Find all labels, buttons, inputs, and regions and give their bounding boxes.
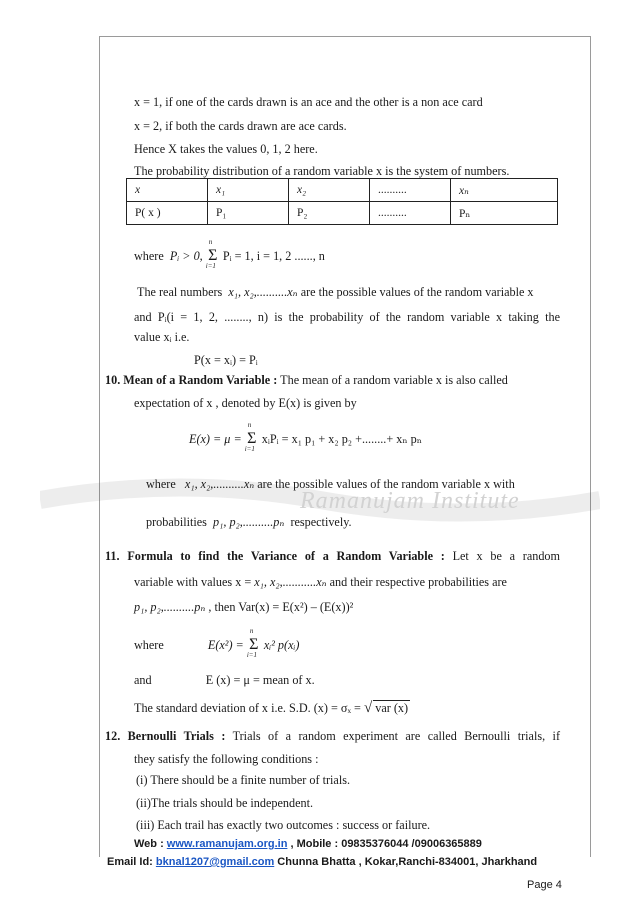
list-item: (ii)The trials should be independent. xyxy=(136,796,314,810)
list-item: (iii) Each trail has exactly two outcomes : success or failure. xyxy=(136,818,431,832)
table-cell: x₂ xyxy=(289,179,370,202)
text-span: E (x) = μ = mean of x. xyxy=(205,673,315,687)
variables: x₁, x₂,...........xₙ xyxy=(254,575,327,589)
footer-label: Web : xyxy=(134,838,167,850)
section-number: 11. xyxy=(105,549,120,563)
standard-deviation-line: The standard deviation of x i.e. S.D. (x) = σₓ = √ var (x) xyxy=(134,700,409,716)
email-link[interactable]: bknal1207@gmail.com xyxy=(155,856,275,868)
text-span: probabilities xyxy=(146,515,207,529)
page-number: Page 4 xyxy=(527,879,562,891)
equation-line: P(x = xᵢ) = Pᵢ xyxy=(194,353,258,367)
ex2-formula-line xyxy=(134,627,300,659)
probabilities-line xyxy=(146,515,352,530)
section-title: Bernoulli Trials : xyxy=(127,729,226,743)
variance-formula-line xyxy=(134,600,353,615)
variance-values-line xyxy=(134,575,507,590)
table-cell: Pₙ xyxy=(451,202,558,225)
table-cell: P( x ) xyxy=(127,202,208,225)
text-span: The real numbers xyxy=(137,285,223,299)
variables: x₁, x₂,..........xₙ xyxy=(184,477,255,491)
text-span: are the possible values of the random variable x xyxy=(300,285,534,299)
text-span: where xyxy=(146,477,176,491)
text-span: The standard deviation of x i.e. S.D. (x) = σₓ = xyxy=(134,701,361,715)
footer-email-line xyxy=(107,856,537,868)
text-line: they satisfy the following conditions : xyxy=(134,752,319,766)
section-title: Formula to find the Variance of a Random Variable : xyxy=(127,549,445,563)
watermark-text: Ramanujam Institute xyxy=(300,488,520,514)
website-link[interactable]: www.ramanujam.org.in xyxy=(166,838,288,850)
text-span: respectively. xyxy=(290,515,352,529)
condition-text: Pᵢ > 0, xyxy=(169,249,203,263)
summation-symbol: Σ n i=1 xyxy=(246,627,259,659)
table-cell: x xyxy=(127,179,208,202)
condition-rest: Pᵢ = 1, i = 1, 2 ......, n xyxy=(222,249,325,263)
section-text: Trials of a random experiment are called Bernoulli trials, if xyxy=(232,729,561,743)
where-label: where xyxy=(134,249,164,263)
mean-formula xyxy=(189,421,423,453)
table-cell: xₙ xyxy=(451,179,558,202)
text-line: x = 1, if one of the cards drawn is an ace and the other is a non ace card xyxy=(134,95,483,109)
real-numbers-line xyxy=(137,285,534,300)
formula-left: E(x) = μ = xyxy=(189,432,242,446)
list-item: (i) There should be a finite number of trials. xyxy=(136,773,351,787)
section-title: Mean of a Random Variable : xyxy=(123,373,278,387)
section-12-heading xyxy=(105,729,560,744)
section-text: Let x be a random xyxy=(452,549,561,563)
table-row xyxy=(127,179,558,202)
table-cell: x₁ xyxy=(208,179,289,202)
sum-lower-limit: i=1 xyxy=(205,262,216,270)
text-span: , then Var(x) = E(x²) – (E(x))² xyxy=(208,600,354,614)
text-span: variable with values x = xyxy=(134,575,252,589)
variables: p₁, p₂,..........pₙ xyxy=(213,515,285,529)
summation-symbol: Σ n i=1 xyxy=(244,421,257,453)
summation-symbol: Σ n i=1 xyxy=(205,238,218,270)
mean-definition-line xyxy=(134,673,315,688)
mean-where-line xyxy=(146,477,515,492)
table-cell: .......... xyxy=(370,179,451,202)
footer-address: Chunna Bhatta , Kokar,Ranchi-834001, Jharkhand xyxy=(274,856,538,868)
table-cell: P₁ xyxy=(208,202,289,225)
variables: x₁, x₂,..........xₙ xyxy=(228,285,298,299)
text-line: x = 2, if both the cards drawn are ace cards. xyxy=(134,119,347,133)
section-11-heading xyxy=(105,549,560,564)
text-line: and Pᵢ(i = 1, 2, ........, n) is the probability of the random variable x taking the xyxy=(134,310,560,324)
section-number: 10. xyxy=(105,373,121,387)
sum-upper-limit: n xyxy=(208,238,213,246)
probability-distribution-table xyxy=(126,178,558,225)
footer-mobile: , Mobile : 09835376044 /09006365889 xyxy=(287,838,482,850)
table-cell: .......... xyxy=(370,202,451,225)
table-cell: P₂ xyxy=(289,202,370,225)
text-span: and their respective probabilities are xyxy=(329,575,507,589)
text-span: where xyxy=(134,638,164,652)
section-text: The mean of a random variable x is also called xyxy=(280,373,508,387)
variables: p₁, p₂,..........pₙ xyxy=(134,600,206,614)
formula-right: xᵢPᵢ = x₁ p₁ + x₂ p₂ +........+ xₙ pₙ xyxy=(261,432,423,446)
section-number: 12. xyxy=(105,729,121,743)
text-line: Hence X takes the values 0, 1, 2 here. xyxy=(134,142,318,156)
text-line: expectation of x , denoted by E(x) is given by xyxy=(134,396,357,410)
formula-left: E(x²) = xyxy=(207,638,244,652)
where-condition-line xyxy=(134,238,325,270)
table-row xyxy=(127,202,558,225)
footer-label: Email Id: xyxy=(107,856,156,868)
footer-web-line xyxy=(134,838,482,850)
text-span: and xyxy=(134,673,152,687)
sqrt-argument: var (x) xyxy=(375,701,409,715)
text-line: The probability distribution of a random variable x is the system of numbers. xyxy=(134,164,510,178)
text-line: value xᵢ i.e. xyxy=(134,330,190,344)
section-10-heading xyxy=(105,373,560,388)
formula-right: xᵢ² p(xᵢ) xyxy=(263,638,300,652)
text-span: are the possible values of the random variable x with xyxy=(257,477,515,491)
